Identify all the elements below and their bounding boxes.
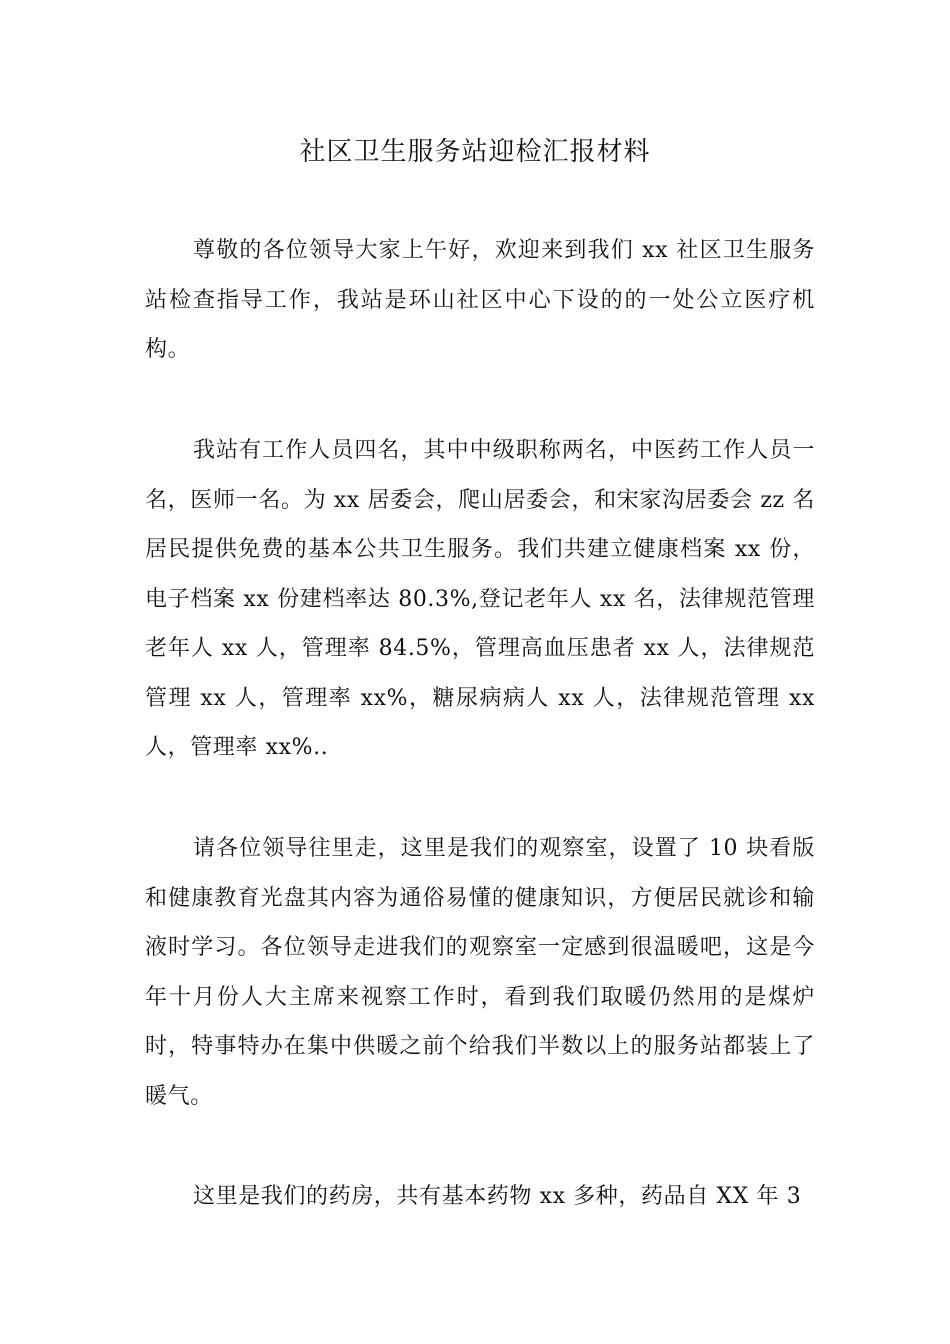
- paragraph-greeting: 尊敬的各位领导大家上午好，欢迎来到我们 xx 社区卫生服务站检查指导工作，我站是环山社区中心下设的的一处公立医疗机构。: [145, 238, 815, 362]
- paragraph-staff-and-services: 我站有工作人员四名，其中中级职称两名，中医药工作人员一名，医师一名。为 xx 居委会，爬山居委会，和宋家沟居委会 zz 名居民提供免费的基本公共卫生服务。我们共建立健康档案 xx 份，电子档案 xx 份建档率达 80.3%,登记老年人 xx 名，法律规范管理老年人 xx 人，管理率 84.5%，管理高血压患者 xx 人，法律规范管理 xx 人，管理率 xx%，糖尿病病人 xx 人，法律规范管理 xx 人，管理率 xx%..: [145, 438, 815, 760]
- paragraph-pharmacy: 这里是我们的药房，共有基本药物 xx 多种，药品自 XX 年 3: [193, 1184, 802, 1209]
- document-title: 社区卫生服务站迎检汇报材料: [299, 137, 651, 167]
- paragraph-observation-room: 请各位领导往里走，这里是我们的观察室，设置了 10 块看版和健康教育光盘其内容为通俗易懂的健康知识，方便居民就诊和输液时学习。各位领导走进我们的观察室一定感到很温暖吧，这是今年十月份人大主席来视察工作时，看到我们取暖仍然用的是煤炉时，特事特办在集中供暖之前个给我们半数以上的服务站都装上了暖气。: [145, 836, 815, 1109]
